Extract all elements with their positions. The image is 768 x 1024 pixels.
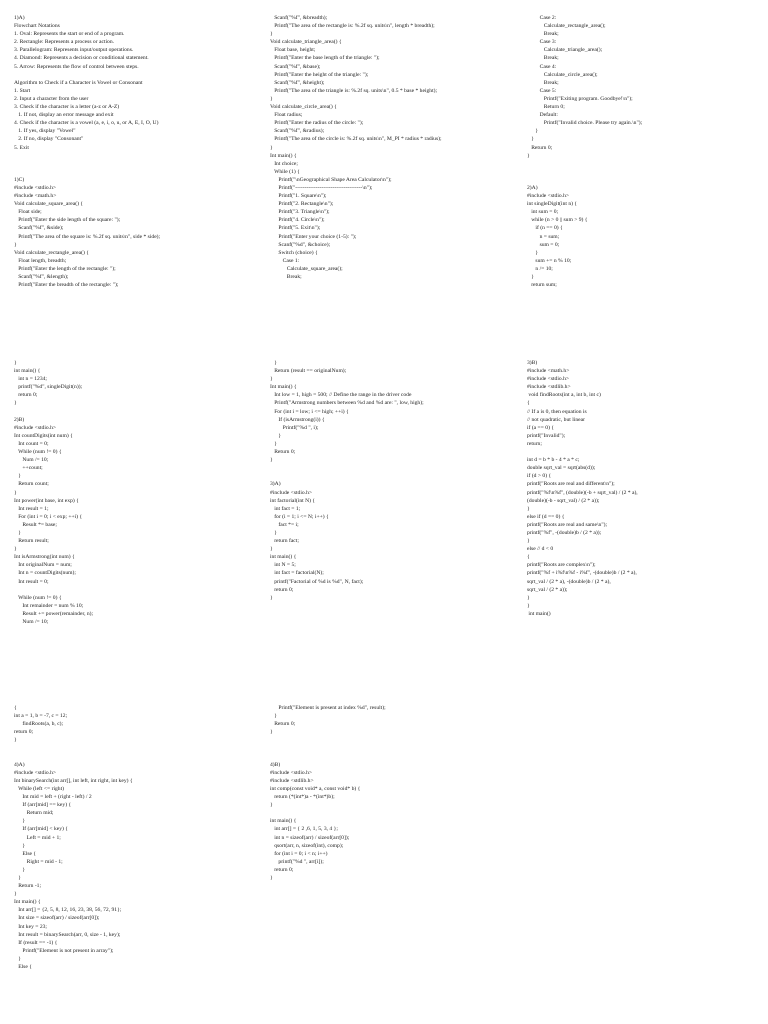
code-line: Scanf("%f", &breadth); [270,15,328,21]
code-line: Printf("Element is present at index %d", result); [270,705,386,711]
code-line: 3)A) [270,481,281,488]
block-shape-calculator-continued [270,14,442,281]
code-line: Void calculate_circle_area() { [270,104,337,111]
code-line: int main() [527,610,551,617]
code-line: Int result = 1; [14,505,49,512]
code-line: Case 3: [527,39,557,46]
code-line: Int originalNum = num; [14,562,72,569]
code-line: n = sum; [527,233,560,240]
code-line: Printf("4. Circle\n"); [270,217,325,224]
code-line: } [14,529,21,536]
code-line: return 0; [14,729,34,736]
code-line: #include <stdio.h> [14,424,57,431]
code-line: } [270,594,273,601]
code-line: #include <stdio.h> [527,376,570,383]
code-line: #include <stdio.h> [527,193,570,200]
code-line: return; [527,440,542,447]
code-line: Int result = binarySearch(arr, 0, size - 1, key); [14,931,121,938]
code-line: } [270,440,277,447]
code-line: 4)B) [270,761,281,768]
code-line: qsort(arr, n, sizeof(int), comp); [270,842,344,849]
code-line: Int binarySearch(int arr[], int left, int right, int key) { [14,777,133,784]
code-line: 4. Check if the character is a vowel (a, e, i, o, u, or A, E, I, O, U) [14,120,159,127]
code-line: int sum = 0; [527,209,559,216]
code-line: } [270,360,277,366]
code-line: Printf("Element is not present in array"); [14,947,114,954]
code-line: Printf("\nGeographical Shape Area Calculator\n"); [270,176,392,183]
code-line: } [527,152,530,159]
block-armstrong-main-and-factorial [270,359,424,602]
code-line: Break; [527,31,559,38]
code-line: 3. Check if the character is a letter (a-z or A-Z) [14,104,120,111]
code-line [270,472,424,480]
code-line [14,753,133,761]
code-line: For (int i = low; i <= high; ++i) { [270,408,349,415]
code-line: Calculate_circle_area(); [527,71,598,78]
code-line: findRoots(a, b, c); [14,721,64,728]
code-line: 1. Start [14,87,31,94]
code-line: } [270,95,273,102]
code-line: Int power(int base, int exp) { [14,497,79,504]
code-line: printf("%f", -(double)b / (2 * a)); [527,529,602,536]
code-line: Default: [527,112,558,119]
code-line [14,408,93,416]
code-line: Case 2: [527,15,557,21]
code-line [270,809,386,817]
code-line: int main() { [270,554,297,561]
code-line: Scanf("%f", &radius); [270,128,325,135]
code-line: #include <stdlib.h> [270,777,314,784]
code-line: Float base, height; [270,47,316,54]
code-line: Printf("%d ", i); [270,424,319,431]
code-line: for (int i = 0; i < n; i++) [270,850,328,857]
code-line: Int mid = left + (right - left) / 2 [14,794,92,801]
code-line: Printf("3. Triangle\n"); [270,209,330,216]
code-line: Float side; [14,209,42,216]
code-line: return 0; [270,586,294,593]
code-line: } [270,457,273,464]
code-line: if (a == 0) { [527,424,555,431]
code-line: } [14,360,17,366]
code-line: Printf("Exiting program. Goodbye!\n"); [527,95,633,102]
code-line: Calculate_rectangle_area(); [527,23,606,30]
code-line: int fact = 1; [270,505,301,512]
code-line: Case 1: [270,257,300,264]
code-line: Else { [14,964,32,970]
code-line: Return mid; [14,810,54,817]
code-line: } [527,136,534,143]
code-line: Printf("Invalid choice. Please try again.\n"); [527,120,643,127]
code-line: Void calculate_triangle_area() { [270,39,342,46]
code-line: } [527,128,539,135]
code-line: } [527,505,530,512]
code-line: if (n == 0) { [527,225,563,232]
code-line: int arr[] = { 2 ,6, 1, 5, 3, 4 }; [270,826,338,833]
code-line: int factorial(int N) { [270,497,316,504]
code-line: Calculate_triangle_area(); [527,47,603,54]
code-line: Algorithm to Check if a Character is Vowel or Consonant [14,79,143,86]
code-line: #include <stdio.h> [270,489,313,496]
code-line: Int low = 1, high = 500; // Define the range in the driver code [270,392,412,399]
code-line [14,586,93,594]
code-line: 5. Arrow: Represents the flow of control between steps. [14,63,139,70]
code-line: return sum; [527,282,557,289]
code-line: } [527,602,530,609]
code-line: Return -1; [14,883,42,890]
code-line: Num /= 10; [14,619,49,625]
code-line: Case 5: [527,87,557,94]
code-line: printf("Roots are real and different\n"); [527,481,615,488]
code-line [14,744,133,752]
code-line: else if (d == 0) { [527,513,565,520]
code-line: Flowchart Notations [14,23,60,30]
code-line: sqrt_val / (2 * a)); [527,586,568,593]
code-line: ++count; [14,465,43,472]
code-line: Printf("5. Exit\n"); [270,225,321,232]
code-line: Result *= base; [14,521,57,528]
code-line: Void calculate_rectangle_area() { [14,249,89,256]
code-line: Scanf("%f", &length); [14,274,69,280]
code-line: } [270,432,282,439]
code-line: Printf("Enter your choice (1-5): "); [270,233,357,240]
code-line: printf("%d", singleDigit(n)); [14,384,83,391]
code-line: #include <stdio.h> [270,769,313,776]
code-line: return fact; [270,538,299,545]
code-line [527,448,638,456]
code-line: Scanf("%f", &height); [270,79,325,86]
code-line: 2)B) [14,416,25,423]
code-line: Printf("Enter the base length of the triangle: "); [270,55,380,62]
code-line: } [270,144,273,151]
code-line: Right = mid - 1; [14,858,63,865]
code-line: } [14,489,17,496]
code-line: } [270,802,273,809]
code-line: Printf("The area of the circle is: %.2f sq. units\n", M_PI * radius * radius); [270,136,442,143]
code-line: Case 4: [527,63,557,70]
code-line: Return (result == originalNum); [270,368,347,375]
code-line: Printf("Enter the height of the triangle: "); [270,71,369,78]
code-line: Printf("Enter the side length of the square: "); [14,217,121,224]
code-line: 2. Rectangle: Represents a process or action. [14,39,115,46]
code-line: If (isArmstrong(i)) { [270,416,325,423]
code-line: (double)(-b - sqrt_val) / (2 * a)); [527,497,600,504]
code-line: 4. Diamond: Represents a decision or conditional statement. [14,55,149,62]
code-line: for (i = 1; i <= N; i++) { [270,513,329,520]
code-line: Int main() { [270,384,297,391]
code-line: } [14,818,26,825]
code-line: Printf("Enter the length of the rectangle: "); [14,265,116,272]
code-line: void findRoots(int a, int b, int c) [527,392,601,399]
code-line: Num /= 10; [14,457,49,464]
code-line: 3)B) [527,360,538,366]
code-line: printf("Roots are complex\n"); [527,562,596,569]
code-line: While (num != 0) { [14,449,62,456]
code-line: // not quadratic, but linear [527,416,585,423]
code-line: { [527,554,530,561]
code-line: 4)A) [14,761,25,768]
code-line: 1. If not, display an error message and exit [14,112,114,119]
code-line: } [14,874,21,881]
code-line: If (arr[mid] < key) { [14,826,68,833]
code-line: 1)A) [14,15,25,21]
code-line: else // d < 0 [527,546,554,553]
code-line [14,152,160,160]
code-line: Int size = sizeof(arr) / sizeof(arr[0]); [14,915,100,922]
code-line: Float length, breadth; [14,257,67,264]
code-line: If (result == -1) { [14,939,58,946]
code-line: printf("Roots are real and same\n"); [527,521,608,528]
code-line: if (d > 0) { [527,473,552,480]
code-line: } [270,31,273,38]
code-line: } [270,729,273,736]
code-line: Printf("Enter the radius of the circle: "); [270,120,364,127]
code-line: } [527,594,530,601]
code-line: Void calculate_square_area() { [14,201,84,208]
code-line: sqrt_val / (2 * a), -(double)b / (2 * a), [527,578,611,585]
code-line: Printf("Armstrong numbers between %d and %d are: ", low, high); [270,400,424,407]
code-line: While (left <= right) [14,785,65,792]
code-line: #include <stdlib.h> [527,384,571,391]
code-line [14,168,160,176]
code-line: Scanf("%f", &base); [270,63,321,70]
code-line [270,464,424,472]
code-line: Int choice; [270,160,298,167]
code-line: Int remainder = num % 10; [14,602,84,609]
code-line: If (arr[mid] == key) { [14,802,72,809]
code-line: { [14,705,17,711]
code-line: Break; [527,55,559,62]
code-line: 2)A) [527,184,538,191]
code-line: int main() { [14,368,41,375]
code-line: printf("%d ", arr[i]); [270,858,324,865]
block-switch-and-single-digit [527,14,642,289]
code-line: } [14,955,21,962]
code-line: } [14,737,17,744]
code-line: 2. Input a character from the user [14,95,89,102]
block-quadratic-roots [527,359,638,618]
code-line: Int arr[] = {2, 5, 8, 12, 16, 23, 38, 56, 72, 91}; [14,907,122,914]
code-line: 5. Exit [14,144,29,151]
code-line: Left = mid + 1; [14,834,61,841]
code-line: int a = 1, b = -7, c = 12; [14,713,68,720]
code-line [14,71,160,79]
code-line: Printf("2. Rectangle\n"); [270,201,334,208]
code-line: Return result; [14,538,49,545]
code-line: printf("Invalid"); [527,432,566,439]
code-line: fact *= i; [270,521,299,528]
code-line: int comp(const void* a, const void* b) { [270,785,361,792]
code-line: Int n = countDigits(num); [14,570,76,577]
code-line [14,160,160,168]
code-line: int n = 1234; [14,376,47,383]
code-line: Printf("The area of the square is: %.2f sq. units\n", side * side); [14,233,161,240]
code-line: double sqrt_val = sqrt(abs(d)); [527,465,596,472]
code-line: int d = b * b - 4 * a * c; [527,457,580,464]
code-line: Result += power(remainder, n); [14,610,94,617]
code-line: int main() { [270,818,297,825]
code-line: while (n > 0 || sum > 9) { [527,217,588,224]
code-line: Printf("The area of the triangle is: %.2f sq. units\n", 0.5 * base * height); [270,87,438,94]
code-line: } [527,274,534,280]
code-line: } [14,400,17,407]
code-line: } [14,473,21,480]
code-line: sum += n % 10; [527,257,572,264]
block-single-digit-main-and-armstrong [14,359,93,626]
code-line: } [14,241,17,248]
block-roots-main-and-binary-search [14,704,133,971]
code-line: { [527,400,530,407]
code-line: Scanf("%f", &side); [14,225,64,232]
code-line: return 0; [14,392,38,399]
code-line: return (*(int*)a - *(int*)b); [270,794,335,801]
code-line: 2. If no, display "Consonant" [14,136,84,143]
code-line: } [14,546,17,553]
code-line: } [527,538,530,545]
code-line: Scanf("%d", &choice); [270,241,331,248]
code-line: } [14,842,26,849]
code-line: n /= 10; [527,265,553,272]
code-line: 1. If yes, display "Vowel" [14,128,76,135]
block-binary-search-end-and-qsort [270,704,386,882]
code-line: Float radius; [270,112,303,119]
code-line: Printf("1. Square\n"); [270,193,327,200]
code-line: While (1) { [270,168,300,175]
code-line: printf("Factorial of %d is %d", N, fact); [270,578,364,585]
code-line: } [270,376,273,383]
code-line: #include <math.h> [527,368,570,375]
code-line: Calculate_square_area(); [270,265,343,272]
code-line: Int main() { [14,899,41,906]
code-line: Switch (choice) { [270,249,318,256]
code-line [270,736,386,744]
code-line: Int isArmstrong(int num) { [14,554,75,561]
code-line: #include <math.h> [14,193,57,200]
code-line: Else { [14,850,37,857]
code-line: Return 0; [527,104,565,111]
code-line [527,168,642,176]
code-line: Break; [270,274,302,280]
code-line: Return count; [14,481,49,488]
code-line: } [270,529,277,536]
code-line: Break; [527,79,559,86]
code-line: } [527,249,539,256]
code-line: sum = 0; [527,241,560,248]
code-line: Int key = 23; [14,923,47,930]
code-line: Int main() { [270,152,297,159]
code-line: return 0; [270,866,294,873]
code-line: 1. Oval: Represents the start or end of a program. [14,31,125,38]
code-line: printf("%f + i%f\n%f - i%f", -(double)b / (2 * a), [527,570,637,577]
code-line: } [270,713,277,720]
code-line: Printf("------------------------------------\n"); [270,184,373,191]
block-flowchart-and-shape-calculator [14,14,160,289]
code-line: 1)C) [14,176,25,183]
code-line: Printf("The area of the rectangle is: %.2f sq. units\n", length * breadth); [270,23,435,30]
code-line: // If a is 0, then equation is [527,408,587,415]
code-line: } [14,891,17,898]
code-line [270,753,386,761]
code-line: int singleDigit(int n) { [527,201,578,208]
code-line: Int count = 0; [14,440,49,447]
code-line: #include <stdio.h> [14,769,57,776]
code-line: Return 0; [270,449,296,456]
code-line [270,744,386,752]
code-line [527,176,642,184]
code-line: Return 0; [270,721,296,728]
code-line: } [14,866,26,873]
code-line: printf("%f\n%f", (double)(-b + sqrt_val) / (2 * a), [527,489,638,496]
code-line: For (int i = 0; i < exp; ++i) { [14,513,83,520]
code-line: } [270,874,273,881]
code-line: #include <stdio.h> [14,184,57,191]
code-line: Int result = 0; [14,578,49,585]
code-line: int n = sizeof(arr) / sizeof(arr[0]); [270,834,350,841]
code-line: int N = 5; [270,562,296,569]
code-line: } [270,546,273,553]
code-line: Printf("Enter the breadth of the rectangle: "); [14,282,119,289]
code-line: 3. Parallelogram: Represents input/output operations. [14,47,134,54]
code-line: Return 0; [527,144,553,151]
code-line: int fact = factorial(N); [270,570,324,577]
code-line: While (num != 0) { [14,594,62,601]
code-line [527,160,642,168]
code-line: Int countDigits(int num) { [14,432,73,439]
